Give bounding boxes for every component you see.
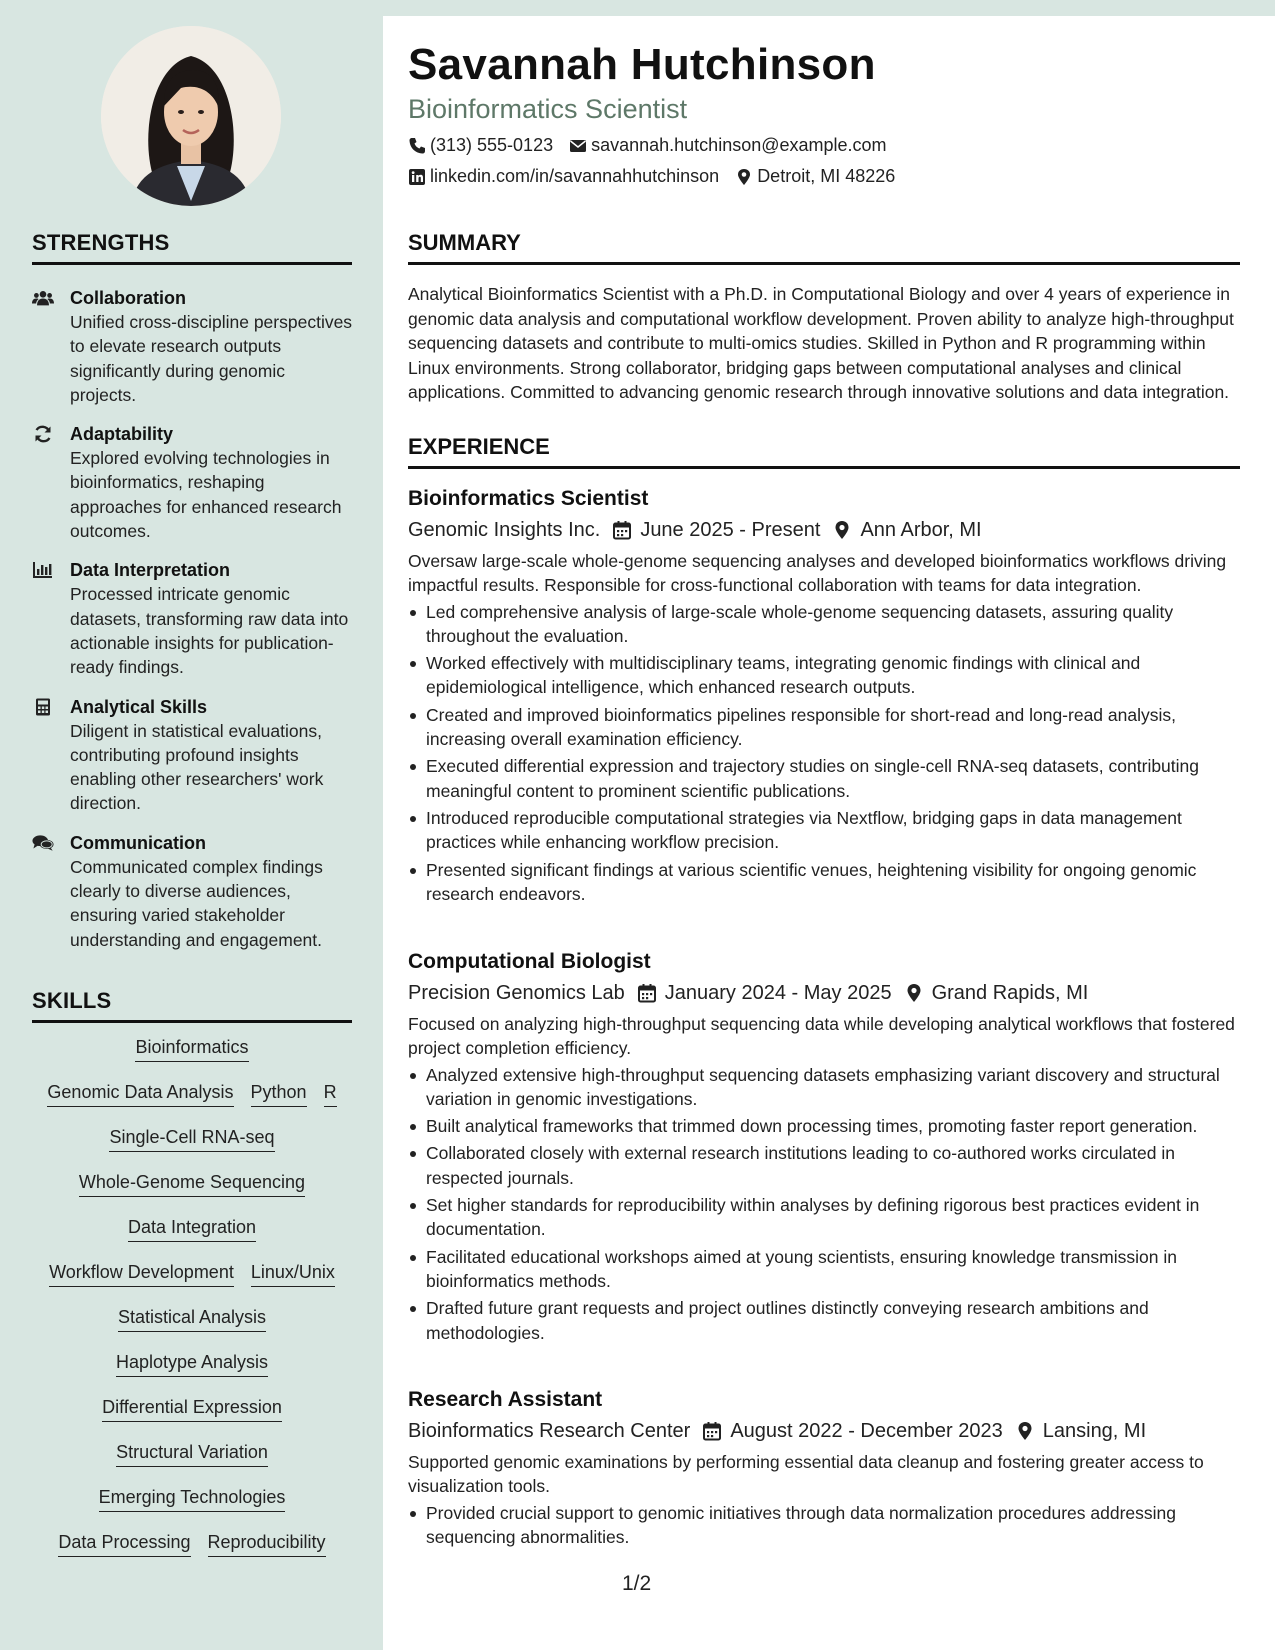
job-bullet: Created and improved bioinformatics pipelines responsible for short-read and long-read analysis, increasing overall examination efficiency. bbox=[408, 703, 1240, 752]
strengths-list bbox=[32, 286, 354, 967]
strength-title: Analytical Skills bbox=[70, 696, 208, 717]
job-bullets bbox=[408, 1501, 1240, 1550]
job-entry bbox=[408, 948, 1240, 1348]
skill-row bbox=[32, 1125, 352, 1170]
job-location: Ann Arbor, MI bbox=[860, 519, 982, 541]
strength-item bbox=[32, 558, 354, 679]
job-meta bbox=[408, 978, 1240, 1008]
skill-row bbox=[32, 1170, 352, 1215]
skill-tag: Haplotype Analysis bbox=[116, 1350, 268, 1377]
skill-tag: Statistical Analysis bbox=[118, 1305, 266, 1332]
strength-item bbox=[32, 286, 354, 407]
calendar-icon bbox=[702, 1421, 722, 1441]
users-icon bbox=[32, 286, 70, 407]
skill-row bbox=[32, 1080, 352, 1125]
skill-row bbox=[32, 1530, 352, 1575]
job-title: Research Assistant bbox=[408, 1388, 603, 1411]
phone-icon bbox=[408, 137, 426, 155]
strengths-heading: STRENGTHS bbox=[32, 230, 352, 265]
strength-item bbox=[32, 831, 354, 952]
job-bullet: Introduced reproducible computational strategies via Nextflow, bridging gaps in data management practices while enhancing workflow precision. bbox=[408, 806, 1240, 855]
job-bullets bbox=[408, 1063, 1240, 1345]
strength-item bbox=[32, 695, 354, 816]
skill-tag: Bioinformatics bbox=[135, 1035, 248, 1062]
job-description: Focused on analyzing high-throughput sequencing data while developing analytical workflows that fostered project completion efficiency. bbox=[408, 1014, 1235, 1059]
contact-row-1 bbox=[408, 135, 903, 156]
job-bullet: Executed differential expression and trajectory studies on single-cell RNA-seq datasets, contributing meaningful content to prominent scientific publications. bbox=[408, 754, 1240, 803]
email-item[interactable] bbox=[569, 135, 886, 156]
job-dates: June 2025 - Present bbox=[640, 519, 821, 541]
job-meta bbox=[408, 1416, 1240, 1446]
summary-text: Analytical Bioinformatics Scientist with a Ph.D. in Computational Biology and over 4 years of experience in genomic data analysis and computational workflow development. Proven ability to analyze high-throughput sequencing datasets and contribute to multi-omics studies. Skilled in Python and R programming within Linux environments. Strong collaborator, bridging gaps between computational analyses and clinical applications. Committed to advancing genomic research through innovative solutions and data integration. bbox=[408, 284, 1234, 403]
job-dates: January 2024 - May 2025 bbox=[664, 982, 892, 1004]
strength-title: Collaboration bbox=[70, 288, 186, 308]
skill-row bbox=[32, 1035, 352, 1080]
skill-row bbox=[32, 1305, 352, 1350]
job-location: Grand Rapids, MI bbox=[931, 982, 1089, 1004]
envelope-icon bbox=[569, 137, 587, 155]
map-pin-icon bbox=[832, 520, 852, 540]
skill-tag: Differential Expression bbox=[102, 1395, 282, 1422]
strength-title: Data Interpretation bbox=[70, 560, 231, 581]
job-bullet: Collaborated closely with external research institutions leading to co-authored works circulated in respected journals. bbox=[408, 1141, 1240, 1190]
page-number: 1/2 bbox=[622, 1572, 652, 1595]
skill-tag: Data Processing bbox=[58, 1530, 190, 1557]
linkedin-item[interactable] bbox=[408, 166, 719, 187]
job-bullet: Presented significant findings at various scientific venues, heightening visibility for ongoing genomic research endeavors. bbox=[408, 858, 1240, 907]
comments-icon bbox=[32, 831, 70, 952]
strength-desc: Unified cross-discipline perspectives to elevate research outputs significantly during genomic projects. bbox=[70, 312, 353, 405]
skill-row bbox=[32, 1260, 352, 1305]
skill-row bbox=[32, 1395, 352, 1440]
skill-tag: Workflow Development bbox=[49, 1260, 234, 1287]
job-bullet: Built analytical frameworks that trimmed down processing times, promoting faster report generation. bbox=[408, 1114, 1240, 1138]
sidebar bbox=[0, 0, 383, 1650]
strength-title: Adaptability bbox=[70, 424, 174, 445]
job-title: Bioinformatics Scientist bbox=[408, 487, 649, 510]
job-dates: August 2022 - December 2023 bbox=[730, 1420, 1003, 1442]
contact-row-2 bbox=[408, 166, 911, 187]
job-company: Precision Genomics Lab bbox=[408, 982, 625, 1004]
strength-desc: Diligent in statistical evaluations, contributing profound insights enabling other researchers' work direction. bbox=[70, 720, 324, 814]
location-text: Detroit, MI 48226 bbox=[757, 166, 896, 186]
skill-tag: Structural Variation bbox=[116, 1440, 268, 1467]
calculator-icon bbox=[32, 695, 70, 816]
job-entry bbox=[408, 1386, 1240, 1552]
skill-tag: Linux/Unix bbox=[251, 1260, 335, 1287]
job-bullet: Analyzed extensive high-throughput sequencing datasets emphasizing variant discovery and structural variation in genomic investigations. bbox=[408, 1063, 1240, 1112]
map-pin-icon bbox=[904, 983, 924, 1003]
skill-row bbox=[32, 1440, 352, 1485]
skill-tag: R bbox=[324, 1080, 337, 1107]
skill-tag: Data Integration bbox=[128, 1215, 256, 1242]
sync-icon bbox=[32, 422, 70, 543]
skill-tag: Emerging Technologies bbox=[99, 1485, 286, 1512]
job-description: Supported genomic examinations by performing essential data cleanup and fostering greater access to visualization tools. bbox=[408, 1452, 1204, 1497]
strength-item bbox=[32, 422, 354, 543]
job-bullet: Provided crucial support to genomic initiatives through data normalization procedures addressing sequencing abnormalities. bbox=[408, 1501, 1240, 1550]
job-company: Bioinformatics Research Center bbox=[408, 1420, 691, 1442]
email-text[interactable]: savannah.hutchinson@example.com bbox=[591, 135, 887, 155]
phone-item bbox=[408, 135, 553, 156]
job-bullet: Set higher standards for reproducibility within analyses by defining rigorous best practices evident in documentation. bbox=[408, 1193, 1240, 1242]
candidate-name: Savannah Hutchinson bbox=[408, 40, 876, 89]
skill-tag: Genomic Data Analysis bbox=[47, 1080, 233, 1107]
summary-heading: SUMMARY bbox=[408, 230, 1240, 265]
skill-row bbox=[32, 1215, 352, 1260]
job-bullets bbox=[408, 600, 1240, 907]
skill-tag: Single-Cell RNA-seq bbox=[109, 1125, 274, 1152]
strength-desc: Explored evolving technologies in bioinformatics, reshaping approaches for enhanced research outcomes. bbox=[70, 448, 342, 542]
calendar-icon bbox=[612, 520, 632, 540]
experience-heading: EXPERIENCE bbox=[408, 434, 1240, 469]
location-item bbox=[735, 166, 895, 187]
skill-tag: Python bbox=[251, 1080, 307, 1107]
job-bullet: Worked effectively with multidisciplinary teams, integrating genomic findings with clinical and epidemiological intelligence, which enhanced research outputs. bbox=[408, 651, 1240, 700]
skills-heading: SKILLS bbox=[32, 988, 352, 1023]
skill-row bbox=[32, 1485, 352, 1530]
skill-tag: Reproducibility bbox=[208, 1530, 326, 1557]
job-bullet: Led comprehensive analysis of large-scale whole-genome sequencing datasets, assuring quality throughout the evaluation. bbox=[408, 600, 1240, 649]
map-pin-icon bbox=[735, 168, 753, 186]
bar-chart-icon bbox=[32, 558, 70, 679]
job-title: Computational Biologist bbox=[408, 950, 651, 973]
profile-photo bbox=[101, 26, 281, 206]
map-pin-icon bbox=[1015, 1421, 1035, 1441]
job-company: Genomic Insights Inc. bbox=[408, 519, 601, 541]
skill-row bbox=[32, 1350, 352, 1395]
strength-desc: Communicated complex findings clearly to diverse audiences, ensuring varied stakeholder understanding and engagement. bbox=[70, 856, 323, 950]
avatar bbox=[101, 26, 281, 206]
linkedin-text[interactable]: linkedin.com/in/savannahhutchinson bbox=[430, 166, 720, 186]
candidate-role: Bioinformatics Scientist bbox=[408, 94, 688, 124]
linkedin-icon bbox=[408, 168, 426, 186]
job-entry bbox=[408, 485, 1240, 909]
calendar-icon bbox=[637, 983, 657, 1003]
skill-tag: Whole-Genome Sequencing bbox=[79, 1170, 305, 1197]
job-bullet: Facilitated educational workshops aimed at young scientists, ensuring knowledge transmission in bioinformatics methods. bbox=[408, 1245, 1240, 1294]
strength-title: Communication bbox=[70, 832, 207, 853]
job-meta bbox=[408, 515, 1240, 545]
job-description: Oversaw large-scale whole-genome sequencing analyses and developed bioinformatics workflows driving impactful results. Responsible for cross-functional collaboration with teams for data integration. bbox=[408, 551, 1227, 596]
strength-desc: Processed intricate genomic datasets, transforming raw data into actionable insights for publication-ready findings. bbox=[70, 584, 349, 678]
job-location: Lansing, MI bbox=[1042, 1420, 1147, 1442]
phone-text: (313) 555-0123 bbox=[430, 135, 554, 155]
job-bullet: Drafted future grant requests and project outlines distinctly conveying research ambitions and methodologies. bbox=[408, 1296, 1240, 1345]
skills-list bbox=[32, 1035, 352, 1575]
